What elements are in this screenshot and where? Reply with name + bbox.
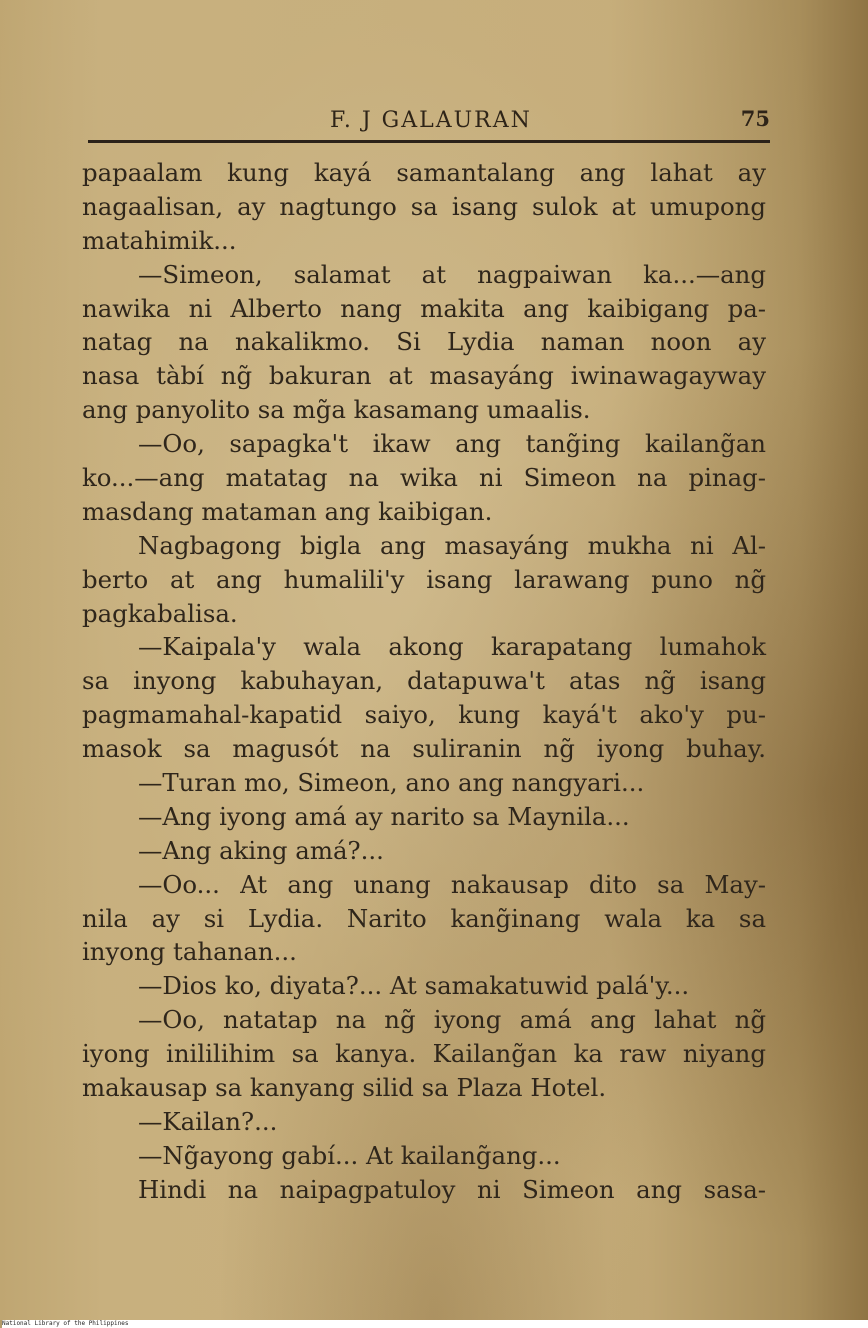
text-line: —Dios ko, diyata?... At samakatuwid palá'y... xyxy=(138,971,690,1001)
header-rule xyxy=(88,140,770,143)
text-line: masok sa magusót na suliranin ng̃ iyong buhay. xyxy=(82,734,766,764)
text-line: natag na nakalikmo. Si Lydia naman noon ay xyxy=(82,327,766,357)
text-line: —Turan mo, Simeon, ano ang nangyari... xyxy=(138,768,645,798)
text-line: ang panyolito sa mg̃a kasamang umaalis. xyxy=(82,395,591,425)
text-line: papaalam kung kayá samantalang ang lahat ay xyxy=(82,158,766,187)
page-header xyxy=(80,104,770,140)
text-line: —Oo... At ang unang nakausap dito sa May- xyxy=(138,869,766,899)
text-line: —Ang aking amá?... xyxy=(138,835,384,865)
text-line: pagkabalisa. xyxy=(82,598,238,628)
text-line: —Ng̃ayong gabí... At kailang̃ang... xyxy=(138,1140,561,1170)
body-text xyxy=(82,156,766,1207)
page-number: 75 xyxy=(740,106,770,131)
text-line: berto at ang humalili'y isang larawang puno ng̃ xyxy=(82,564,766,594)
text-line: pagmamahal-kapatid saiyo, kung kayá't ako'y pu- xyxy=(82,700,766,730)
text-line: makausap sa kanyang silid sa Plaza Hotel. xyxy=(82,1073,607,1103)
text-line: matahimik... xyxy=(82,225,237,255)
text-line: —Ang iyong amá ay narito sa Maynila... xyxy=(138,801,630,831)
text-line: iyong inililihim sa kanya. Kailang̃an ka raw niyang xyxy=(82,1039,766,1069)
running-head: F. J GALAURAN xyxy=(330,108,532,133)
text-line: masdang mataman ang kaibigan. xyxy=(82,496,493,526)
text-line: nagaalisan, ay nagtungo sa isang sulok at umupong xyxy=(82,191,766,221)
text-line: inyong tahanan... xyxy=(82,937,297,967)
text-line: —Kaipala'y wala akong karapatang lumahok xyxy=(138,632,766,662)
text-line: Hindi na naipagpatuloy ni Simeon ang sasa- xyxy=(138,1174,766,1204)
text-line: —Oo, sapagka't ikaw ang tang̃ing kailang̃an xyxy=(138,429,766,459)
text-line: sa inyong kabuhayan, datapuwa't atas ng̃ isang xyxy=(82,666,766,696)
footer-credit: National Library of the Philippines xyxy=(2,1320,868,1328)
text-line: nasa tàbí ng̃ bakuran at masayáng iwinawagayway xyxy=(82,361,766,391)
text-line: nawika ni Alberto nang makita ang kaibigang pa- xyxy=(82,293,766,323)
text-line: —Simeon, salamat at nagpaiwan ka...—ang xyxy=(138,259,766,289)
text-line: —Oo, natatap na ng̃ iyong amá ang lahat ng̃ xyxy=(138,1005,766,1035)
text-line: —Kailan?... xyxy=(138,1106,278,1136)
text-line: Nagbagong bigla ang masayáng mukha ni Al- xyxy=(138,530,766,560)
text-line: nila ay si Lydia. Narito kang̃inang wala ka sa xyxy=(82,903,766,933)
text-line: ko...—ang matatag na wika ni Simeon na pinag- xyxy=(82,463,766,493)
